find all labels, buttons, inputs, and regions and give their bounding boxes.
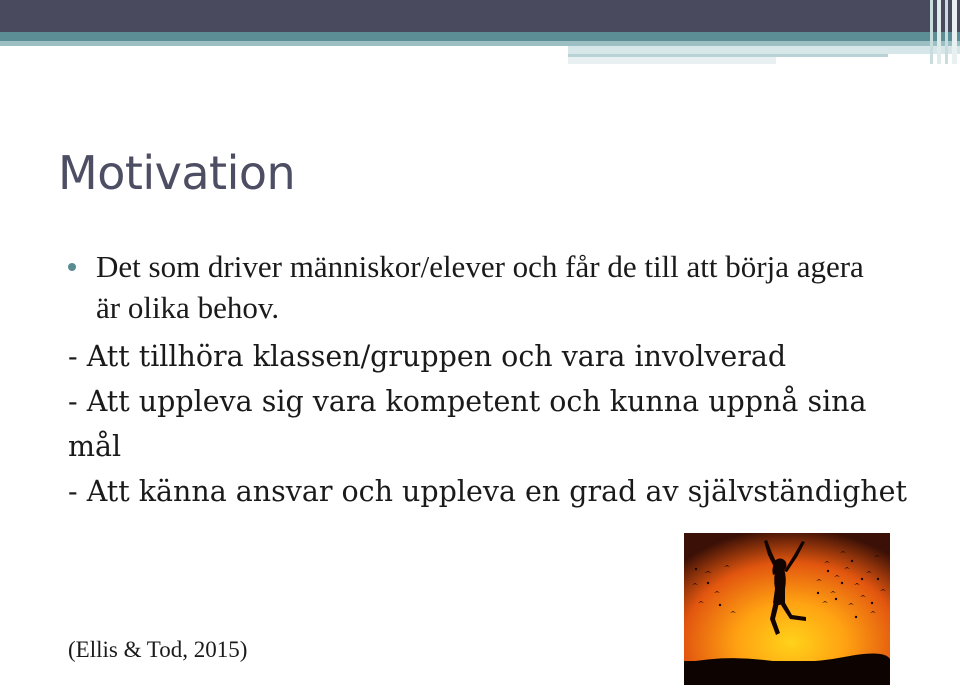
need-belonging: - Att tillhöra klassen/gruppen och vara involverad bbox=[68, 340, 787, 373]
need-competence: - Att uppleva sig vara kompetent och kunna uppnå sina mål bbox=[68, 385, 867, 463]
header-decoration bbox=[0, 0, 960, 70]
need-autonomy: - Att känna ansvar och uppleva en grad av självständighet bbox=[68, 475, 907, 508]
slide-title: Motivation bbox=[58, 146, 296, 200]
bullet-dot-icon bbox=[68, 263, 76, 271]
jumping-silhouette-sunset-image bbox=[684, 533, 890, 685]
citation: (Ellis & Tod, 2015) bbox=[68, 637, 248, 662]
bullet-text: Det som driver människor/elever och får de till att börja agera är olika behov. bbox=[96, 249, 864, 325]
bullet-item bbox=[68, 246, 928, 328]
slide-body bbox=[68, 246, 928, 514]
